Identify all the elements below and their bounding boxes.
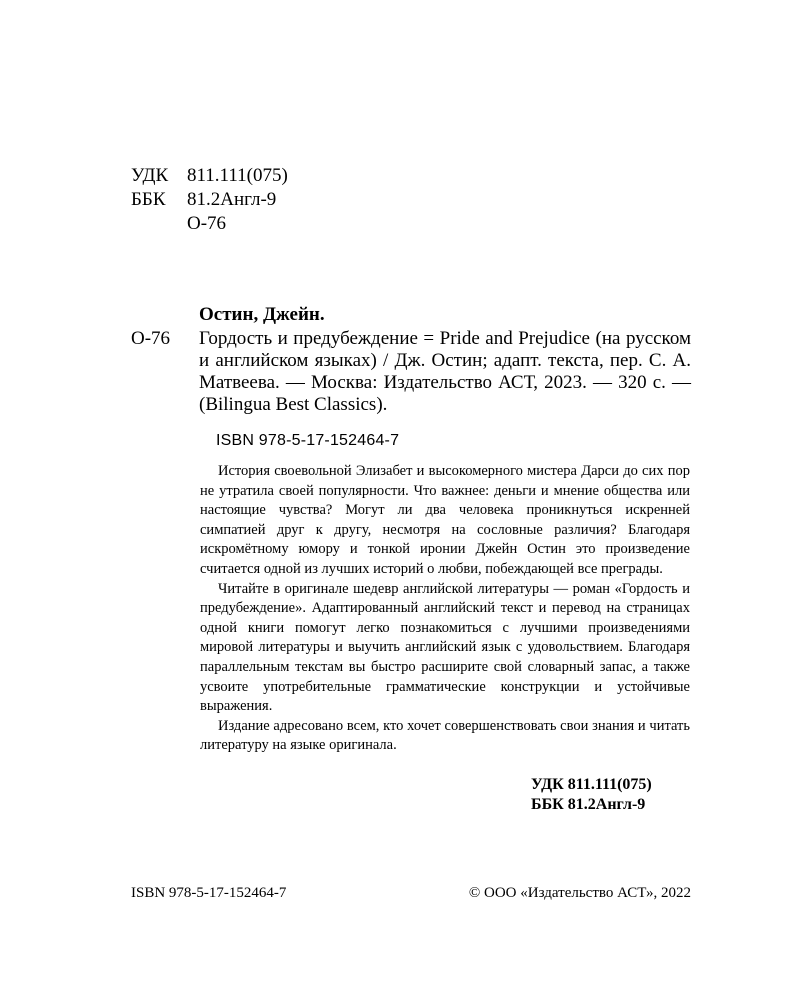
bbk-key: ББК — [131, 189, 166, 210]
isbn-top: ISBN 978-5-17-152464-7 — [216, 432, 400, 449]
bbk-row — [131, 188, 288, 212]
footer-isbn: ISBN 978-5-17-152464-7 — [131, 885, 287, 901]
bibliographic-record — [131, 304, 691, 416]
record-description: Гордость и предубеждение = Pride and Prejudice (на русском и английском языках) / Дж. Остин; адапт. текста, пер. С. А. Матвеева. — Москва: Издательство АСТ, 2023. — 320 с. — (Bilingua Best Classics). — [199, 328, 691, 415]
udk-value: 811.111(075) — [187, 165, 288, 186]
classification-top — [131, 164, 288, 236]
udk-row — [131, 164, 288, 188]
classification-bottom — [531, 775, 652, 815]
udk-bottom: УДК 811.111(075) — [531, 776, 652, 793]
annotation — [200, 462, 690, 756]
record-code: О-76 — [131, 328, 171, 349]
record-row — [131, 328, 691, 416]
record-author: Остин, Джейн. — [199, 304, 325, 325]
footer — [131, 885, 691, 902]
author-mark: О-76 — [187, 213, 227, 234]
annotation-paragraph: Издание адресовано всем, кто хочет совершенствовать свои знания и читать литературу на языке оригинала. — [200, 717, 690, 754]
footer-copyright: © ООО «Издательство АСТ», 2022 — [468, 885, 691, 901]
author-mark-row — [131, 212, 288, 236]
udk-key: УДК — [131, 165, 169, 186]
bbk-bottom: ББК 81.2Англ-9 — [531, 796, 646, 813]
annotation-paragraph: Читайте в оригинале шедевр английской литературы — роман «Гордость и предубеждение». Адаптированный английский текст и перевод на страницах одной книги помогут легко познакомиться с лучшими произведениями мировой литературы и выучить английский язык с удовольствием. Благодаря параллельным текстам вы быстро расширите свой словарный запас, а также усвоите употребительные грамматические конструкции и устойчивые выражения. — [200, 580, 690, 715]
bbk-value: 81.2Англ-9 — [187, 189, 277, 210]
annotation-paragraph: История своевольной Элизабет и высокомерного мистера Дарси до сих пор не утратила своей популярности. Что важнее: деньги и мнение общества или настоящие чувства? Могут ли два человека проникнуться искренней симпатией друг к другу, несмотря на сословные различия? Благодаря искромётному юмору и тонкой иронии Джейн Остин это произведение считается одной из лучших историй о любви, побеждающей все преграды. — [200, 463, 690, 577]
